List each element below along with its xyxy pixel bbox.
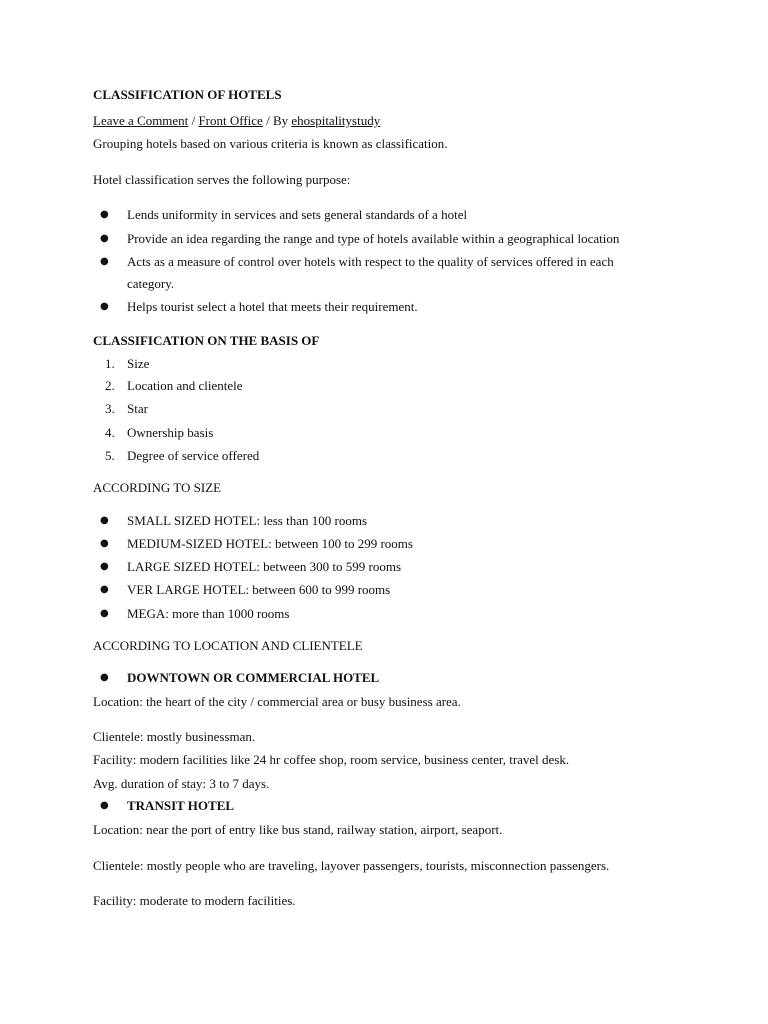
leave-comment-link[interactable]: Leave a Comment <box>93 113 189 128</box>
downtown-location: Location: the heart of the city / commercial area or busy business area. <box>93 694 461 709</box>
downtown-facility: Facility: modern facilities like 24 hr coffee shop, room service, business center, travel desk. <box>93 752 570 767</box>
bullet-icon: ● <box>100 301 109 312</box>
list-item-text: VER LARGE HOTEL: between 600 to 999 rooms <box>127 582 391 597</box>
item-text: Size <box>127 356 150 371</box>
list-item-continuation: category. <box>127 276 175 291</box>
meta-separator: / <box>188 113 199 128</box>
post-meta <box>93 113 380 129</box>
purpose-heading: Hotel classification serves the following purpose: <box>93 172 351 187</box>
list-item-text: MEDIUM-SIZED HOTEL: between 100 to 299 rooms <box>127 536 413 551</box>
bullet-icon: ● <box>100 561 109 572</box>
item-number: 4. <box>105 425 115 440</box>
transit-facility: Facility: moderate to modern facilities. <box>93 893 296 908</box>
meta-by: / By <box>262 113 292 128</box>
bullet-icon: ● <box>100 233 109 244</box>
bullet-icon: ● <box>100 672 109 683</box>
list-item-text: LARGE SIZED HOTEL: between 300 to 599 rooms <box>127 559 402 574</box>
list-item-text: Lends uniformity in services and sets general standards of a hotel <box>127 207 468 222</box>
item-text: Star <box>127 401 148 416</box>
basis-heading: CLASSIFICATION ON THE BASIS OF <box>93 333 320 348</box>
transit-clientele: Clientele: mostly people who are traveling, layover passengers, tourists, misconnection passengers. <box>93 858 610 873</box>
bullet-icon: ● <box>100 256 109 267</box>
transit-location: Location: near the port of entry like bus stand, railway station, airport, seaport. <box>93 822 503 837</box>
list-item-text: SMALL SIZED HOTEL: less than 100 rooms <box>127 513 367 528</box>
transit-hotel-title: TRANSIT HOTEL <box>127 798 235 813</box>
downtown-clientele: Clientele: mostly businessman. <box>93 729 256 744</box>
bullet-icon: ● <box>100 608 109 619</box>
downtown-hotel-title: DOWNTOWN OR COMMERCIAL HOTEL <box>127 670 380 685</box>
item-number: 2. <box>105 378 115 393</box>
bullet-icon: ● <box>100 538 109 549</box>
author-link[interactable]: ehospitalitystudy <box>291 113 381 128</box>
item-text: Location and clientele <box>127 378 243 393</box>
bullet-icon: ● <box>100 584 109 595</box>
downtown-duration: Avg. duration of stay: 3 to 7 days. <box>93 776 270 791</box>
item-number: 3. <box>105 401 115 416</box>
bullet-icon: ● <box>100 209 109 220</box>
item-number: 5. <box>105 448 115 463</box>
list-item-text: MEGA: more than 1000 rooms <box>127 606 290 621</box>
bullet-icon: ● <box>100 515 109 526</box>
item-text: Ownership basis <box>127 425 214 440</box>
item-number: 1. <box>105 356 115 371</box>
intro-text: Grouping hotels based on various criteria is known as classification. <box>93 136 448 151</box>
front-office-link[interactable]: Front Office <box>198 113 263 128</box>
page-title: CLASSIFICATION OF HOTELS <box>93 87 282 102</box>
list-item-text: Acts as a measure of control over hotels with respect to the quality of services offered in each <box>127 254 614 269</box>
size-heading: ACCORDING TO SIZE <box>93 480 222 495</box>
bullet-icon: ● <box>100 800 109 811</box>
list-item-text: Helps tourist select a hotel that meets their requirement. <box>127 299 418 314</box>
location-heading: ACCORDING TO LOCATION AND CLIENTELE <box>93 638 363 653</box>
item-text: Degree of service offered <box>127 448 260 463</box>
list-item-text: Provide an idea regarding the range and type of hotels available within a geographical location <box>127 231 620 246</box>
